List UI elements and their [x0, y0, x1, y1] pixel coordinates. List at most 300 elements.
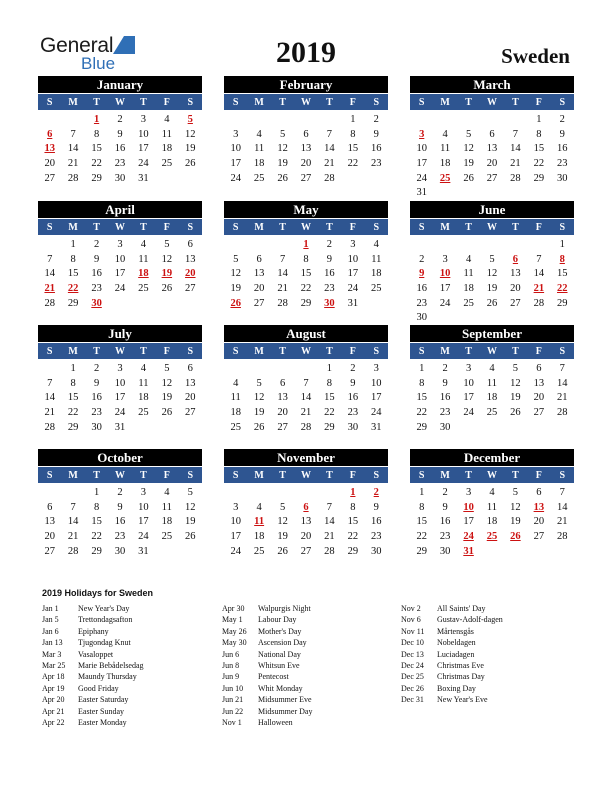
date-cell: 1: [70, 363, 76, 374]
date-cell: 15: [324, 392, 335, 404]
weekday-label: W: [114, 346, 125, 357]
weekday-label: F: [163, 470, 170, 481]
date-cell: 9: [117, 128, 123, 140]
date-cell: 24: [114, 407, 126, 419]
empty-cell: [504, 238, 527, 253]
holiday-date-label: May 1: [222, 615, 243, 625]
empty-cell: [294, 362, 317, 377]
month-name: February: [224, 76, 388, 93]
date-cell: 28: [300, 421, 312, 433]
date-cell: 13: [486, 143, 498, 155]
date-cell: 21: [557, 516, 568, 528]
holiday-name: Gustav-Adolf-dagen: [437, 615, 503, 625]
date-cell: 28: [533, 297, 545, 309]
weekday-label: T: [140, 346, 147, 357]
date-cell: 7: [47, 377, 53, 389]
holiday-row: [42, 706, 144, 717]
empty-cell: [38, 113, 61, 128]
date-cell: 23: [347, 407, 359, 419]
holiday-date-label: Dec 25: [401, 672, 424, 682]
date-cell: 25: [161, 531, 173, 543]
date-cell: 26: [253, 421, 265, 433]
date-cell: 30: [371, 545, 382, 557]
date-cell: 14: [324, 516, 335, 528]
day-grid: [224, 486, 388, 559]
date-cell: 20: [277, 407, 288, 419]
holiday-row: [42, 603, 144, 614]
month-name: January: [38, 76, 202, 93]
date-cell: 26: [486, 297, 498, 309]
date-cell: 29: [67, 421, 79, 433]
date-cell: 27: [185, 283, 196, 295]
holiday-date-label: Dec 26: [401, 683, 424, 693]
date-cell: 22: [416, 531, 427, 543]
date-cell: 24: [138, 158, 149, 170]
weekday-label: M: [68, 470, 78, 481]
year-title: 2019: [276, 36, 336, 69]
date-cell: 5: [164, 239, 170, 250]
date-cell: 26: [161, 407, 173, 419]
day-grid: [38, 238, 202, 311]
holiday-name: All Saints' Day: [437, 604, 486, 613]
date-cell: 8: [70, 253, 76, 265]
date-cell: 8: [419, 377, 425, 389]
date-cell: 24: [138, 531, 149, 543]
date-cell: 31: [114, 421, 126, 433]
empty-cell: [61, 486, 84, 501]
date-cell: 17: [463, 392, 474, 404]
date-cell: 23: [114, 531, 126, 543]
date-cell: 12: [230, 268, 241, 280]
date-cell: 21: [510, 158, 521, 170]
holiday-date-label: Jun 9: [222, 672, 240, 682]
weekday-header: [224, 94, 388, 110]
date-cell: 16: [114, 143, 126, 155]
date-cell: 3: [442, 253, 448, 265]
weekday-label: W: [114, 97, 125, 108]
holiday-date: 21: [44, 283, 55, 295]
month-june: [410, 201, 574, 326]
empty-cell: [433, 238, 456, 253]
holidays-title: 2019 Holidays for Sweden: [42, 588, 154, 598]
empty-cell: [38, 362, 61, 377]
holiday-date: 19: [161, 268, 173, 280]
weekday-label: W: [486, 470, 497, 481]
holiday-name: Trettondagsafton: [78, 615, 133, 625]
date-cell: 18: [253, 158, 265, 170]
holiday-date: 6: [512, 253, 519, 265]
date-cell: 21: [324, 531, 335, 543]
date-cell: 24: [439, 297, 451, 309]
date-cell: 19: [277, 531, 288, 543]
weekday-label: S: [46, 222, 53, 233]
date-cell: 8: [93, 501, 100, 513]
date-cell: 6: [536, 363, 542, 374]
date-cell: 9: [350, 377, 356, 389]
weekday-header: [410, 467, 574, 483]
holiday-name: Walpurgis Night: [258, 604, 311, 613]
date-cell: 22: [347, 531, 359, 543]
holiday-row: [401, 637, 503, 648]
holiday-date-label: Apr 30: [222, 604, 245, 613]
date-cell: 18: [253, 531, 265, 543]
weekday-label: T: [326, 346, 333, 357]
date-cell: 7: [326, 501, 333, 513]
date-cell: 8: [350, 128, 356, 140]
month-august: [224, 325, 388, 435]
date-cell: 4: [233, 377, 239, 389]
weekday-label: M: [440, 470, 450, 481]
date-cell: 4: [140, 239, 147, 250]
date-cell: 14: [277, 268, 288, 280]
date-cell: 18: [439, 158, 451, 170]
date-cell: 14: [557, 501, 568, 513]
weekday-label: T: [279, 97, 286, 108]
date-cell: 25: [463, 297, 474, 309]
empty-cell: [457, 238, 480, 253]
weekday-label: M: [254, 222, 264, 233]
date-cell: 29: [324, 421, 335, 433]
date-cell: 2: [117, 114, 123, 125]
date-cell: 12: [510, 377, 521, 389]
date-cell: 2: [326, 239, 333, 250]
weekday-label: F: [163, 222, 170, 233]
date-cell: 11: [138, 253, 149, 265]
weekday-label: S: [559, 346, 566, 357]
date-cell: 10: [416, 143, 427, 155]
holiday-name: Easter Monday: [78, 717, 127, 727]
weekday-label: T: [279, 222, 286, 233]
weekday-label: M: [68, 346, 78, 357]
holiday-row: [42, 671, 144, 682]
month-name: November: [224, 449, 388, 466]
holiday-row: [42, 649, 144, 660]
date-cell: 18: [486, 516, 498, 528]
date-cell: 5: [164, 363, 170, 374]
date-cell: 16: [91, 268, 102, 280]
date-cell: 8: [303, 253, 309, 265]
date-cell: 31: [347, 297, 359, 309]
empty-cell: [224, 238, 247, 253]
date-cell: 25: [371, 283, 382, 295]
date-cell: 19: [510, 392, 521, 404]
date-cell: 13: [533, 377, 545, 389]
weekday-label: W: [486, 222, 497, 233]
weekday-label: M: [440, 346, 450, 357]
date-cell: 25: [138, 407, 149, 419]
date-cell: 27: [44, 545, 55, 557]
date-cell: 26: [185, 158, 196, 170]
date-cell: 7: [303, 377, 309, 389]
date-cell: 5: [512, 487, 519, 498]
date-cell: 16: [416, 283, 427, 295]
date-cell: 9: [373, 501, 379, 513]
weekday-label: F: [535, 222, 542, 233]
date-cell: 2: [373, 114, 379, 125]
holiday-date: 6: [47, 128, 53, 140]
date-cell: 4: [256, 128, 262, 140]
date-cell: 11: [371, 253, 382, 265]
date-cell: 5: [465, 128, 472, 140]
holiday-row: [222, 637, 312, 648]
date-cell: 8: [350, 501, 356, 513]
date-cell: 4: [373, 239, 379, 250]
holiday-date: 13: [533, 501, 545, 513]
date-cell: 10: [463, 377, 474, 389]
day-grid: [224, 238, 388, 311]
holiday-name: Marie Bebådelsedag: [78, 660, 144, 670]
weekday-label: T: [140, 470, 147, 481]
date-cell: 6: [187, 363, 193, 374]
date-cell: 23: [439, 531, 451, 543]
date-cell: 5: [279, 501, 286, 513]
date-cell: 1: [559, 239, 565, 250]
empty-cell: [294, 486, 317, 501]
month-october: [38, 449, 202, 559]
date-cell: 16: [439, 516, 451, 528]
date-cell: 3: [465, 487, 472, 498]
weekday-header: [38, 94, 202, 110]
date-cell: 6: [187, 239, 193, 250]
date-cell: 30: [114, 545, 126, 557]
date-cell: 21: [277, 283, 288, 295]
date-cell: 13: [44, 516, 55, 528]
date-cell: 25: [138, 283, 149, 295]
holiday-row: [222, 603, 312, 614]
holiday-name: Mårtensgås: [437, 626, 474, 636]
date-cell: 22: [533, 158, 545, 170]
date-cell: 1: [419, 487, 425, 498]
date-cell: 17: [114, 392, 126, 404]
date-cell: 12: [185, 501, 196, 513]
date-cell: 3: [465, 363, 472, 374]
weekday-label: S: [373, 470, 380, 481]
holiday-date: 30: [324, 297, 335, 309]
holiday-date-label: Jan 1: [42, 604, 59, 613]
weekday-label: S: [46, 470, 53, 481]
date-cell: 6: [536, 487, 542, 498]
weekday-label: S: [46, 346, 53, 357]
date-cell: 1: [70, 239, 76, 250]
date-cell: 2: [117, 487, 123, 498]
empty-cell: [38, 238, 61, 253]
date-cell: 7: [326, 128, 333, 140]
date-cell: 18: [371, 268, 382, 280]
date-cell: 27: [253, 297, 265, 309]
holiday-row: [42, 637, 144, 648]
date-cell: 28: [44, 421, 55, 433]
empty-cell: [410, 113, 433, 128]
date-cell: 15: [67, 392, 79, 404]
holiday-name: Ascension Day: [258, 638, 307, 648]
empty-cell: [61, 113, 84, 128]
date-cell: 23: [416, 297, 427, 309]
date-cell: 7: [536, 253, 542, 265]
holiday-row: [222, 626, 312, 637]
date-cell: 23: [371, 158, 382, 170]
date-cell: 2: [93, 363, 100, 374]
date-cell: 2: [350, 363, 356, 374]
holiday-date-label: Mar 3: [42, 649, 62, 659]
date-cell: 12: [185, 128, 196, 140]
date-cell: 21: [557, 392, 568, 404]
holiday-row: [42, 626, 144, 637]
holiday-date-label: Jun 6: [222, 649, 240, 659]
date-cell: 23: [114, 158, 126, 170]
empty-cell: [247, 362, 270, 377]
holiday-date-label: Apr 21: [42, 706, 65, 716]
date-cell: 17: [371, 392, 382, 404]
date-cell: 20: [510, 283, 521, 295]
date-cell: 1: [536, 114, 542, 125]
weekday-label: W: [300, 222, 311, 233]
weekday-label: T: [93, 222, 100, 233]
date-cell: 27: [533, 407, 545, 419]
date-cell: 14: [44, 268, 55, 280]
holiday-row: [401, 626, 503, 637]
month-july: [38, 325, 202, 435]
empty-cell: [271, 238, 294, 253]
date-cell: 17: [463, 516, 474, 528]
date-cell: 4: [164, 114, 170, 125]
date-cell: 27: [300, 172, 312, 184]
weekday-label: T: [512, 97, 519, 108]
date-cell: 11: [161, 128, 172, 140]
date-cell: 6: [47, 501, 53, 513]
date-cell: 17: [416, 158, 427, 170]
date-cell: 30: [439, 421, 451, 433]
holiday-date: 1: [350, 487, 356, 498]
date-cell: 11: [440, 143, 451, 155]
date-cell: 11: [463, 268, 474, 280]
date-cell: 27: [533, 531, 545, 543]
date-cell: 14: [44, 392, 55, 404]
date-cell: 7: [279, 253, 286, 265]
date-cell: 5: [187, 487, 193, 498]
date-cell: 10: [138, 128, 149, 140]
date-cell: 14: [557, 377, 568, 389]
weekday-label: M: [68, 97, 78, 108]
date-cell: 29: [67, 297, 79, 309]
weekday-label: W: [486, 346, 497, 357]
holiday-date: 1: [93, 114, 100, 125]
holiday-name: New Year's Day: [78, 604, 130, 613]
date-cell: 2: [442, 487, 448, 498]
date-cell: 26: [463, 172, 474, 184]
date-cell: 4: [164, 487, 170, 498]
weekday-label: S: [559, 470, 566, 481]
date-cell: 3: [233, 501, 239, 513]
weekday-label: S: [187, 222, 194, 233]
holiday-row: [222, 717, 312, 728]
weekday-label: F: [535, 346, 542, 357]
date-cell: 8: [326, 377, 333, 389]
date-cell: 7: [70, 501, 76, 513]
date-cell: 29: [416, 545, 427, 557]
date-cell: 23: [439, 407, 451, 419]
holiday-name: Pentecost: [258, 672, 289, 682]
holiday-date-label: May 30: [222, 638, 247, 648]
date-cell: 3: [233, 128, 239, 140]
weekday-label: S: [418, 222, 425, 233]
date-cell: 24: [463, 407, 474, 419]
month-february: [224, 76, 388, 186]
holiday-column: [42, 603, 144, 728]
holiday-date-label: Jun 8: [222, 660, 240, 670]
holiday-date: 10: [463, 501, 474, 513]
weekday-label: T: [465, 470, 472, 481]
date-cell: 27: [510, 297, 521, 309]
date-cell: 9: [93, 253, 100, 265]
date-cell: 20: [44, 531, 55, 543]
date-cell: 31: [371, 421, 382, 433]
date-cell: 1: [93, 487, 100, 498]
holiday-date: 5: [187, 114, 193, 125]
date-cell: 22: [91, 158, 102, 170]
holiday-row: [401, 694, 503, 705]
date-cell: 5: [279, 128, 286, 140]
date-cell: 28: [44, 297, 55, 309]
date-cell: 10: [114, 253, 126, 265]
date-cell: 9: [326, 253, 333, 265]
date-cell: 14: [300, 392, 312, 404]
weekday-label: S: [46, 97, 53, 108]
empty-cell: [318, 113, 341, 128]
date-cell: 14: [324, 143, 335, 155]
empty-cell: [271, 486, 294, 501]
date-cell: 26: [277, 545, 288, 557]
date-cell: 23: [557, 158, 568, 170]
date-cell: 24: [416, 172, 427, 184]
holiday-name: Epiphany: [78, 626, 109, 636]
date-cell: 19: [510, 516, 521, 528]
weekday-label: T: [465, 346, 472, 357]
holiday-row: [222, 660, 312, 671]
date-cell: 1: [350, 114, 356, 125]
date-cell: 14: [510, 143, 521, 155]
date-cell: 5: [233, 253, 239, 265]
date-cell: 17: [439, 283, 451, 295]
holiday-name: Midsummer Eve: [258, 695, 312, 705]
date-cell: 26: [185, 531, 196, 543]
holiday-date: 10: [439, 268, 451, 280]
month-name: March: [410, 76, 574, 93]
holiday-name: Labour Day: [258, 615, 297, 625]
date-cell: 20: [533, 516, 545, 528]
date-cell: 13: [185, 377, 196, 389]
date-cell: 22: [324, 407, 335, 419]
weekday-label: F: [349, 222, 356, 233]
holiday-date: 26: [230, 297, 241, 309]
date-cell: 2: [442, 363, 448, 374]
date-cell: 28: [277, 297, 288, 309]
date-cell: 24: [347, 283, 359, 295]
date-cell: 13: [300, 143, 312, 155]
date-cell: 8: [70, 377, 76, 389]
holiday-date-label: Jun 10: [222, 683, 244, 693]
weekday-label: W: [300, 97, 311, 108]
date-cell: 6: [303, 128, 309, 140]
date-cell: 20: [253, 283, 265, 295]
date-cell: 17: [114, 268, 126, 280]
date-cell: 10: [371, 377, 382, 389]
date-cell: 22: [91, 531, 102, 543]
empty-cell: [527, 238, 550, 253]
weekday-label: F: [163, 346, 170, 357]
holiday-name: Maundy Thursday: [78, 672, 137, 682]
date-cell: 18: [230, 407, 241, 419]
weekday-label: S: [559, 97, 566, 108]
